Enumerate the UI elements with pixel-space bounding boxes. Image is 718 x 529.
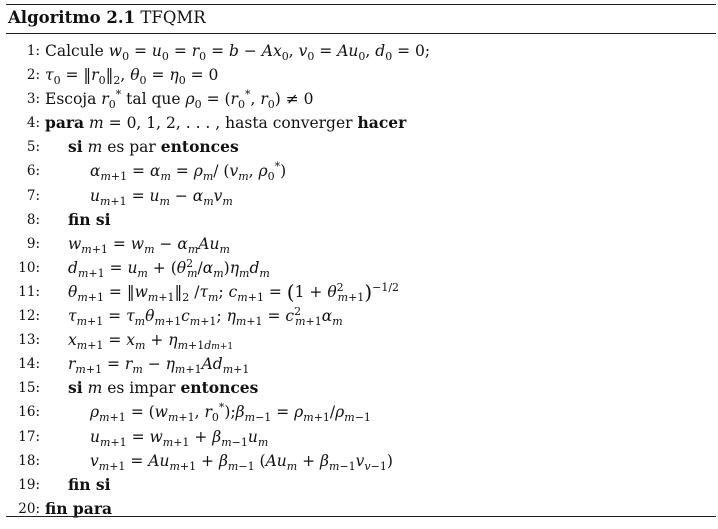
line-content: $\alpha_{m+1} = \alpha_m = \rho_m/$ ($v_m$, $\rho_0^*$) <box>90 160 287 184</box>
line-content: $u_{m+1} = w_{m+1} + \beta_{m-1}u_m$ <box>90 427 269 449</box>
line-content <box>68 208 111 232</box>
such-that: tal que <box>126 90 181 109</box>
line-number: 10: <box>18 259 40 276</box>
line-6 <box>6 159 716 183</box>
line-number: 4: <box>26 115 40 132</box>
line-content: $\tau_0$ = $‖r_0‖_2$, $\theta_0 = \eta_0 = 0$ <box>45 66 219 88</box>
line-number: 2: <box>26 67 40 84</box>
line-number: 3: <box>26 91 40 108</box>
line-10 <box>6 256 716 280</box>
line-12 <box>6 304 716 328</box>
line-number: 18: <box>18 452 40 469</box>
keyword-end-for: fin para <box>45 498 113 518</box>
is-even-text: es par <box>107 138 156 157</box>
line-14 <box>6 352 716 376</box>
keyword-for: para <box>45 113 85 133</box>
line-content: $w_{m+1} = w_m - \alpha_mAu_m$ <box>68 234 230 256</box>
keyword-do: hacer <box>357 113 407 133</box>
line-2 <box>6 63 716 87</box>
line-number: 7: <box>26 187 40 204</box>
line-19 <box>6 473 716 497</box>
line-content: Calcule $w_0 = u_0 = r_0 = b - Ax_0$, $v_0 = Au_0$, $d_0 = 0$; <box>45 42 431 64</box>
line-number: 14: <box>18 356 40 373</box>
line-number: 8: <box>26 211 40 228</box>
caption-rule <box>6 33 716 34</box>
line-13 <box>6 328 716 352</box>
caption-name: TFQMR <box>140 8 206 27</box>
keyword-if: si <box>68 378 83 398</box>
line-11 <box>6 280 716 304</box>
line-number: 20: <box>18 500 40 517</box>
line-content: $d_{m+1} = u_m + (\theta^2_m/\alpha_m)\eta_md_m$ <box>68 256 270 280</box>
choose-word: Escoja <box>45 90 97 109</box>
line-number: 19: <box>18 476 40 493</box>
line-content <box>45 497 112 521</box>
line-content: si m es par entonces <box>68 137 239 157</box>
line-number: 17: <box>18 428 40 445</box>
line-16 <box>6 400 716 424</box>
line-3 <box>6 87 716 111</box>
line-number: 16: <box>18 404 40 421</box>
is-odd-text: es impar <box>107 379 176 398</box>
keyword-if: si <box>68 137 83 157</box>
keyword-end-if: fin si <box>68 209 111 229</box>
line-20 <box>6 497 716 521</box>
line-content: para m = 0, 1, 2, . . . , hasta converger hacer <box>45 113 407 133</box>
line-content: $x_{m+1} = x_m + \eta_{m+1dm+1}$ <box>68 331 234 353</box>
keyword-then: entonces <box>160 137 239 157</box>
line-number: 1: <box>26 43 40 59</box>
algorithm-caption <box>6 5 716 30</box>
line-content <box>68 473 111 497</box>
until-text: hasta converger <box>225 114 353 133</box>
line-content: $r_{m+1} = r_m - \eta_{m+1}Ad_{m+1}$ <box>68 355 250 377</box>
algorithm-block <box>6 4 716 521</box>
line-number: 12: <box>18 308 40 325</box>
line-content: $v_{m+1} = Au_{m+1} + \beta_{m-1}$ $(Au_m + \beta_{m-1}v_{v-1})$ <box>90 451 393 473</box>
line-9 <box>6 232 716 256</box>
line-7 <box>6 184 716 208</box>
algorithm-lines <box>6 39 716 521</box>
line-5 <box>6 135 716 159</box>
line-1 <box>6 39 716 63</box>
line-content: $\theta_{m+1}$ = $‖w_{m+1}‖_2$ $/\tau_m$; $c_{m+1} = (1 + \theta^2_{m+1})^{-1/2}$ <box>68 279 400 305</box>
line-number: 15: <box>18 380 40 397</box>
line-content: $\rho_{m+1} = (w_{m+1}$, $r_0^*);\beta_{m-1} = \rho_{m+1}/\rho_{m-1}$ <box>90 401 371 425</box>
line-number: 9: <box>26 235 40 252</box>
keyword-end-if: fin si <box>68 474 111 494</box>
line-content: Escoja $r_0^*$ tal que $\rho_0 = (r_0^*$, $r_0) \ne 0$ <box>45 88 314 112</box>
line-17 <box>6 425 716 449</box>
line-number: 6: <box>26 163 40 180</box>
line-4 <box>6 111 716 135</box>
bottom-rule <box>6 516 716 517</box>
line-number: 13: <box>18 332 40 349</box>
line-15 <box>6 376 716 400</box>
keyword-then: entonces <box>180 378 259 398</box>
line-8 <box>6 208 716 232</box>
line-content: $u_{m+1} = u_m - \alpha_mv_m$ <box>90 186 233 208</box>
caption-label: Algoritmo 2.1 <box>8 8 136 27</box>
line-content: si m es impar entonces <box>68 378 259 398</box>
line-number: 5: <box>26 139 40 156</box>
line-18 <box>6 449 716 473</box>
line-content: $\tau_{m+1} = \tau_m\theta_{m+1}c_{m+1}$; $\eta_{m+1} = c^2_{m+1}\alpha_m$ <box>68 304 343 329</box>
compute-word: Calcule <box>45 42 104 60</box>
line-number: 11: <box>18 283 40 300</box>
